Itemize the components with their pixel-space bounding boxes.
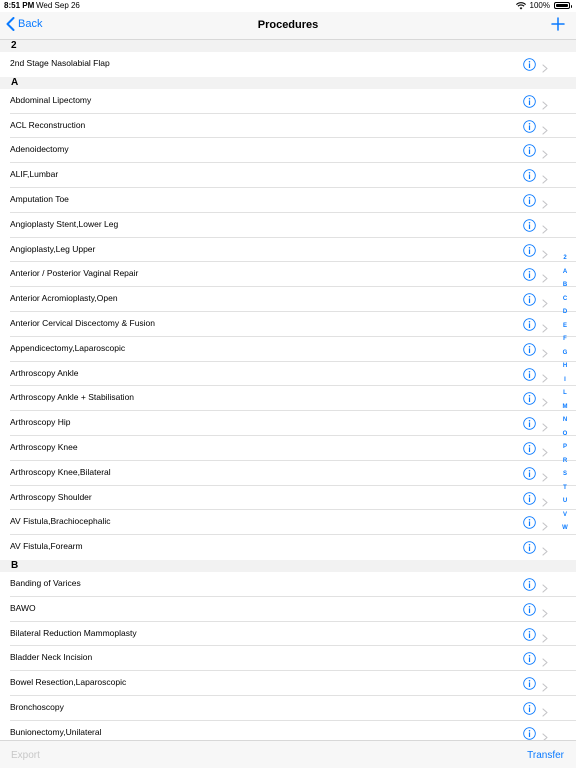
chevron-right-icon xyxy=(542,246,548,255)
info-icon[interactable] xyxy=(523,293,536,306)
index-letter[interactable]: V xyxy=(562,511,567,518)
chevron-right-icon xyxy=(542,704,548,713)
bottom-toolbar xyxy=(0,740,576,768)
info-icon[interactable] xyxy=(523,343,536,356)
chevron-right-icon xyxy=(542,469,548,478)
list-item-label: Arthroscopy Knee xyxy=(10,441,78,452)
index-letter[interactable]: H xyxy=(562,363,568,369)
index-letter[interactable]: F xyxy=(563,336,567,342)
list-item[interactable] xyxy=(10,138,576,163)
info-icon[interactable] xyxy=(523,541,536,554)
list-item[interactable] xyxy=(10,262,576,287)
info-icon[interactable] xyxy=(523,219,536,232)
index-letter[interactable]: B xyxy=(562,282,568,288)
info-icon[interactable] xyxy=(523,727,536,740)
chevron-right-icon xyxy=(542,345,548,354)
index-letter[interactable]: U xyxy=(562,498,568,504)
list-item[interactable] xyxy=(10,646,576,671)
chevron-right-icon xyxy=(542,419,548,428)
info-icon[interactable] xyxy=(523,368,536,381)
list-item-label: Bowel Resection,Laparoscopic xyxy=(10,677,127,688)
chevron-right-icon xyxy=(542,494,548,503)
info-icon[interactable] xyxy=(523,628,536,641)
export-button[interactable]: Export xyxy=(11,750,40,761)
chevron-right-icon xyxy=(542,654,548,663)
list-item-label: Adenoidectomy xyxy=(10,144,69,155)
chevron-right-icon xyxy=(542,97,548,106)
chevron-right-icon xyxy=(542,60,548,69)
index-letter[interactable]: A xyxy=(562,268,568,275)
list-item-label: Bunionectomy,Unilateral xyxy=(10,726,102,737)
index-letter[interactable]: W xyxy=(562,525,568,531)
index-letter[interactable]: P xyxy=(562,444,567,450)
status-bar xyxy=(0,0,576,12)
info-icon[interactable] xyxy=(523,144,536,157)
chevron-right-icon xyxy=(542,394,548,403)
list-item[interactable] xyxy=(10,671,576,696)
chevron-right-icon xyxy=(542,320,548,329)
chevron-right-icon xyxy=(542,444,548,453)
info-icon[interactable] xyxy=(523,578,536,591)
list-item[interactable] xyxy=(10,486,576,511)
chevron-right-icon xyxy=(542,146,548,155)
chevron-right-icon xyxy=(542,295,548,304)
info-icon[interactable] xyxy=(523,392,536,405)
list-item[interactable] xyxy=(10,362,576,387)
back-button-label: Back xyxy=(18,18,43,30)
info-icon[interactable] xyxy=(523,442,536,455)
index-letter[interactable]: R xyxy=(562,457,568,464)
chevron-right-icon xyxy=(542,580,548,589)
section-header: A xyxy=(0,77,576,89)
list-item-label: AV Fistula,Forearm xyxy=(10,541,83,552)
list-item-label: ACL Reconstruction xyxy=(10,119,86,130)
list-item[interactable] xyxy=(10,386,576,411)
index-letter[interactable]: G xyxy=(562,349,568,356)
chevron-right-icon xyxy=(542,630,548,639)
list-item[interactable] xyxy=(10,52,576,77)
info-icon[interactable] xyxy=(523,194,536,207)
info-icon[interactable] xyxy=(523,492,536,505)
list-item-label: Angioplasty,Leg Upper xyxy=(10,243,96,254)
chevron-right-icon xyxy=(542,270,548,279)
list-item[interactable] xyxy=(10,535,576,560)
chevron-right-icon xyxy=(542,543,548,552)
list-item[interactable] xyxy=(10,572,576,597)
index-letter[interactable]: C xyxy=(562,295,568,302)
list-item-label: Anterior Cervical Discectomy & Fusion xyxy=(10,317,156,328)
index-letter[interactable]: T xyxy=(563,484,567,491)
chevron-right-icon xyxy=(542,605,548,614)
info-icon[interactable] xyxy=(523,652,536,665)
index-letter[interactable]: L xyxy=(563,390,567,396)
list-item[interactable] xyxy=(10,597,576,622)
info-icon[interactable] xyxy=(523,95,536,108)
status-date: Wed Sep 26 xyxy=(36,1,80,10)
chevron-right-icon xyxy=(542,729,548,738)
list-item-label: AV Fistula,Brachiocephalic xyxy=(10,516,111,527)
list-item[interactable] xyxy=(10,721,576,740)
list-item[interactable] xyxy=(10,622,576,647)
index-letter[interactable]: 2 xyxy=(563,255,567,261)
list-item-label: Angioplasty Stent,Lower Leg xyxy=(10,218,119,229)
list-item[interactable] xyxy=(10,213,576,238)
list-item-label: Bladder Neck Incision xyxy=(10,652,93,663)
list-item-label: Anterior Acromioplasty,Open xyxy=(10,293,118,304)
list-item[interactable] xyxy=(10,510,576,535)
info-icon[interactable] xyxy=(523,417,536,430)
chevron-right-icon xyxy=(542,518,548,527)
battery-percent: 100% xyxy=(529,1,550,10)
index-letter[interactable]: I xyxy=(564,376,566,383)
list-item-label: Anterior / Posterior Vaginal Repair xyxy=(10,268,139,279)
plus-icon[interactable] xyxy=(550,16,566,32)
chevron-right-icon xyxy=(542,196,548,205)
list-item-label: Appendicectomy,Laparoscopic xyxy=(10,342,126,353)
index-letter[interactable]: M xyxy=(562,403,568,410)
page-title: Procedures xyxy=(257,19,319,31)
section-index[interactable] xyxy=(559,252,571,536)
list-item[interactable] xyxy=(10,188,576,213)
list-item[interactable] xyxy=(10,312,576,337)
list-item[interactable] xyxy=(10,89,576,114)
list-item[interactable] xyxy=(10,337,576,362)
list-item-label: Arthroscopy Shoulder xyxy=(10,491,92,502)
index-letter[interactable]: O xyxy=(562,430,568,437)
chevron-right-icon xyxy=(542,679,548,688)
list-item[interactable] xyxy=(10,287,576,312)
info-icon[interactable] xyxy=(523,120,536,133)
list-item-label: ALIF,Lumbar xyxy=(10,169,59,180)
list-item-label: Bilateral Reduction Mammoplasty xyxy=(10,627,137,638)
list-item-label: Arthroscopy Ankle xyxy=(10,367,79,378)
list-item[interactable] xyxy=(10,114,576,139)
wifi-icon xyxy=(516,2,526,10)
list-item[interactable] xyxy=(10,238,576,263)
list-item[interactable] xyxy=(10,461,576,486)
list-item-label: Arthroscopy Ankle + Stabilisation xyxy=(10,392,135,403)
list-item-label: Arthroscopy Knee,Bilateral xyxy=(10,466,111,477)
info-icon[interactable] xyxy=(523,702,536,715)
list-item-label: BAWO xyxy=(10,602,36,613)
section-header: 2 xyxy=(0,40,576,52)
status-right xyxy=(516,1,570,10)
transfer-button[interactable]: Transfer xyxy=(527,750,564,761)
info-icon[interactable] xyxy=(523,318,536,331)
chevron-right-icon xyxy=(542,221,548,230)
chevron-right-icon xyxy=(542,171,548,180)
info-icon[interactable] xyxy=(523,467,536,480)
list-item-label: Arthroscopy Hip xyxy=(10,417,71,428)
index-letter[interactable]: N xyxy=(562,417,568,423)
battery-icon xyxy=(554,2,570,9)
index-letter[interactable]: D xyxy=(562,309,568,315)
section-header: B xyxy=(0,560,576,572)
index-letter[interactable]: E xyxy=(562,322,567,329)
procedures-list[interactable] xyxy=(0,40,576,740)
info-icon[interactable] xyxy=(523,244,536,257)
info-icon[interactable] xyxy=(523,677,536,690)
status-time: 8:51 PM xyxy=(4,1,35,10)
index-letter[interactable]: S xyxy=(562,471,567,477)
list-item[interactable] xyxy=(10,163,576,188)
list-item-label: Banding of Varices xyxy=(10,577,81,588)
list-item-label: 2nd Stage Nasolabial Flap xyxy=(10,58,110,68)
list-item[interactable] xyxy=(10,696,576,721)
list-item-label: Abdominal Lipectomy xyxy=(10,94,92,105)
list-item[interactable] xyxy=(10,411,576,436)
info-icon[interactable] xyxy=(523,58,536,71)
info-icon[interactable] xyxy=(523,169,536,182)
info-icon[interactable] xyxy=(523,603,536,616)
navigation-bar xyxy=(0,12,576,40)
list-item-label: Bronchoscopy xyxy=(10,701,64,712)
list-item-label: Amputation Toe xyxy=(10,193,69,204)
info-icon[interactable] xyxy=(523,268,536,281)
chevron-right-icon xyxy=(542,122,548,131)
list-item[interactable] xyxy=(10,436,576,461)
info-icon[interactable] xyxy=(523,516,536,529)
chevron-right-icon xyxy=(542,370,548,379)
